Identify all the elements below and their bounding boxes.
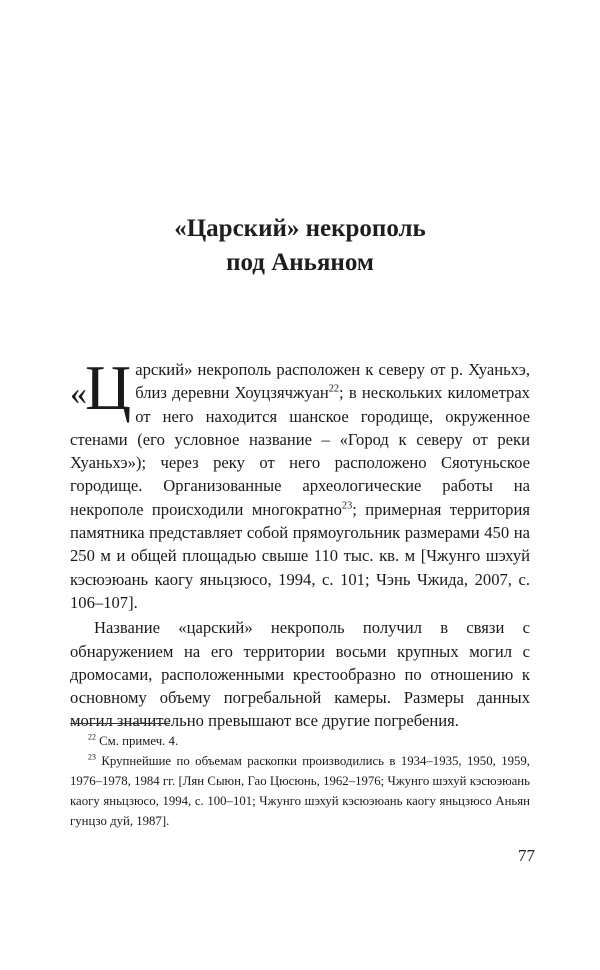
paragraph-1-text-a: арский» некрополь расположен к северу от р. Хуаньхэ, близ деревни Хоуцзячжуан — [135, 360, 530, 403]
footnote-ref-23: 23 — [341, 500, 353, 512]
page-number: 77 — [518, 846, 535, 865]
drop-cap-letter: Ц — [85, 352, 132, 423]
chapter-title-line-1: «Царский» некрополь — [174, 215, 426, 242]
paragraph-1 — [70, 352, 530, 614]
drop-cap — [70, 352, 132, 426]
footnote-23 — [70, 751, 530, 831]
footnote-separator — [70, 723, 170, 724]
body-text — [70, 352, 530, 733]
footnote-text: Крупнейшие по объемам раскопки производились в 1934–1935, 1950, 1959, 1976–1978, 1984 гг. [Лян Сыюн, Гао Цюсюнь, 1962–1976; Чжунго шэхуй кэсюэюань каогу яньцзюсо, 1994, с. 100–101; Чжунго шэхуй кэсюэюань каогу яньцзюсо Аньян гунцзо дуй, 1987]. — [70, 754, 531, 828]
footnote-text: См. примеч. 4. — [99, 734, 179, 748]
paragraph-1-text-b: ; в нескольких километрах от него находится шанское городище, окруженное стенами (его условное название – «Город к северу от реки Хуаньхэ»); через реку от него расположено Сяотуньское городище. Организованные археологические работы на некрополе происходили многократно — [70, 383, 530, 519]
drop-cap-quote: « — [70, 375, 85, 412]
footnote-22 — [70, 731, 530, 751]
footnotes — [70, 731, 530, 831]
chapter-title-line-2: под Аньяном — [226, 249, 374, 276]
paragraph-1-text-c: ; примерная территория памятника представляет собой прямоугольник размерами 450 на 250 м и общей площадью свыше 110 тыс. кв. м [Чжунго шэхуй кэсюэюань каогу яньцзюсо, 1994, с. 101; Чэнь Чжида, 2007, с. 106–107]. — [70, 499, 530, 612]
footnote-number: 22 — [88, 732, 96, 742]
footnote-number: 23 — [88, 752, 96, 762]
paragraph-2: Название «царский» некрополь получил в связи с обнаружением на его территории восьми крупных могил с дромосами, расположенными крестообразно по отношению к основному объему погребальной камеры. Размеры данных могил значительно превышают все другие погребения. — [70, 618, 530, 731]
footnote-ref-22: 22 — [328, 383, 340, 395]
chapter-title — [0, 212, 600, 280]
